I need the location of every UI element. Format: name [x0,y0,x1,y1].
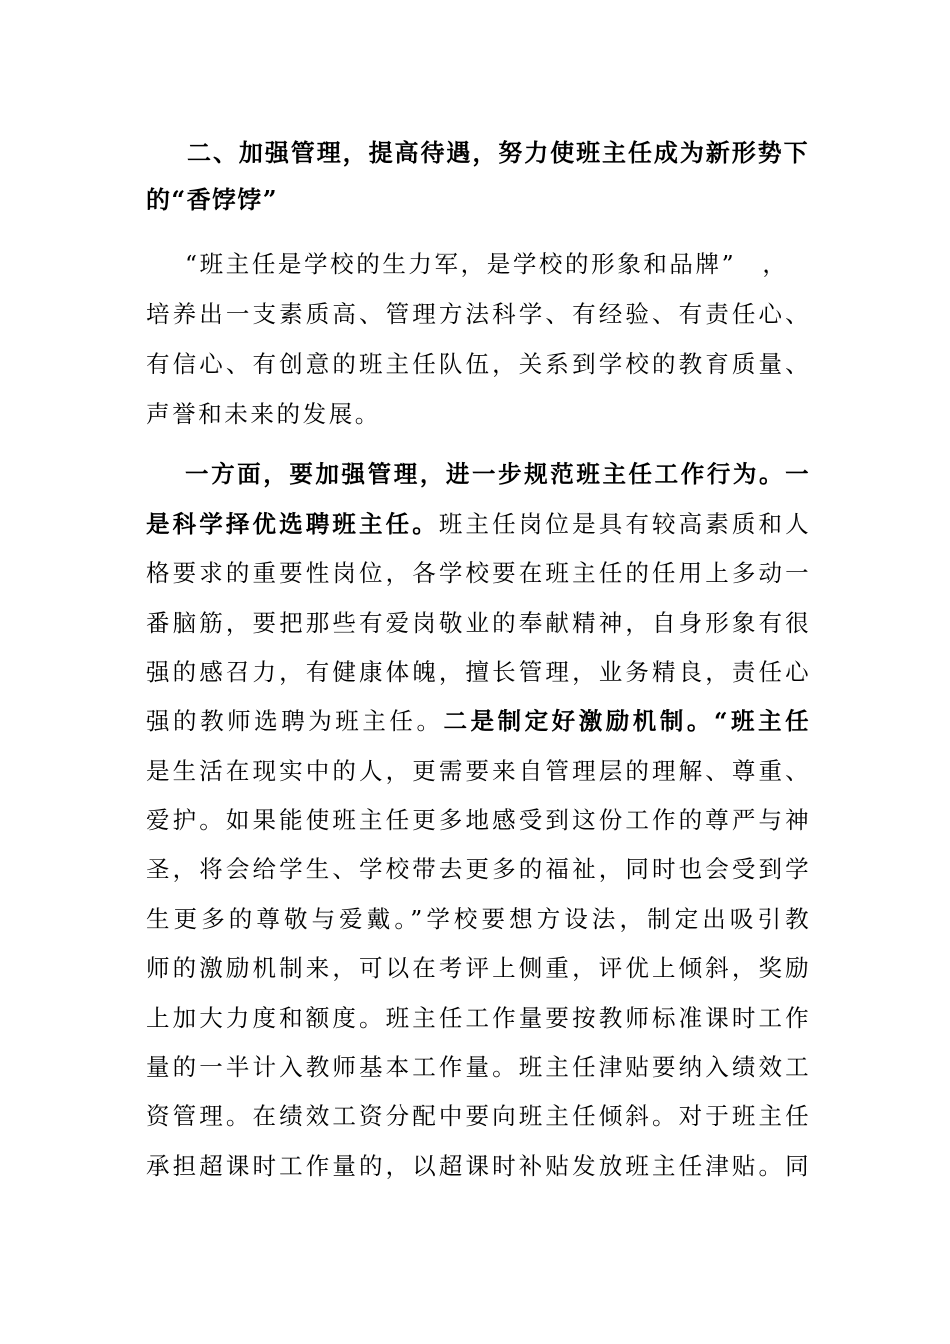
paragraph-line: 上加大力度和额度。班主任工作量要按教师标准课时工作 [146,1004,810,1032]
bold-lead: 是科学择优选聘班主任。 [146,510,439,538]
paragraph-line: 声誉和未来的发展。 [146,400,381,428]
line-text: 班主任岗位是具有较高素质和人 [438,510,810,538]
line-text: 强的教师选聘为班主任。 [146,707,444,735]
paragraph-line: 量的一半计入教师基本工作量。班主任津贴要纳入绩效工 [146,1053,810,1081]
paragraph-line: 爱护。如果能使班主任更多地感受到这份工作的尊严与神 [146,806,810,834]
paragraph-line: 培养出一支素质高、管理方法科学、有经验、有责任心、 [146,300,810,328]
paragraph-line: 番脑筋，要把那些有爱岗敬业的奉献精神，自身形象有很 [146,609,810,637]
paragraph-line: “班主任是学校的生力军，是学校的形象和品牌” ， [185,250,789,278]
paragraph-line: 生更多的尊敬与爱戴。”学校要想方设法，制定出吸引教 [146,905,810,933]
paragraph-line: 是生活在现实中的人，更需要来自管理层的理解、尊重、 [146,757,810,785]
line-text: “班主任 [713,707,811,735]
paragraph-line-bold: 一方面，要加强管理，进一步规范班主任工作行为。一 [185,460,810,488]
paragraph-line [146,504,810,544]
paragraph-line: 格要求的重要性岗位，各学校要在班主任的任用上多动一 [146,559,810,587]
heading-line-1: 二、加强管理，提高待遇，努力使班主任成为新形势下 [187,138,809,167]
paragraph-line: 强的感召力，有健康体魄，擅长管理，业务精良，责任心 [146,658,810,686]
paragraph-line: 资管理。在绩效工资分配中要向班主任倾斜。对于班主任 [146,1102,810,1130]
paragraph-line: 承担超课时工作量的，以超课时补贴发放班主任津贴。同 [146,1152,810,1180]
paragraph-line: 有信心、有创意的班主任队伍，关系到学校的教育质量、 [146,350,810,378]
heading-line-2: 的“香饽饽” [146,185,279,214]
bold-lead: 二是制定好激励机制。 [443,707,714,735]
paragraph-line: 圣，将会给学生、学校带去更多的福祉，同时也会受到学 [146,855,810,883]
paragraph-line: 师的激励机制来，可以在考评上侧重，评优上倾斜，奖励 [146,954,810,982]
paragraph-line [146,701,810,741]
